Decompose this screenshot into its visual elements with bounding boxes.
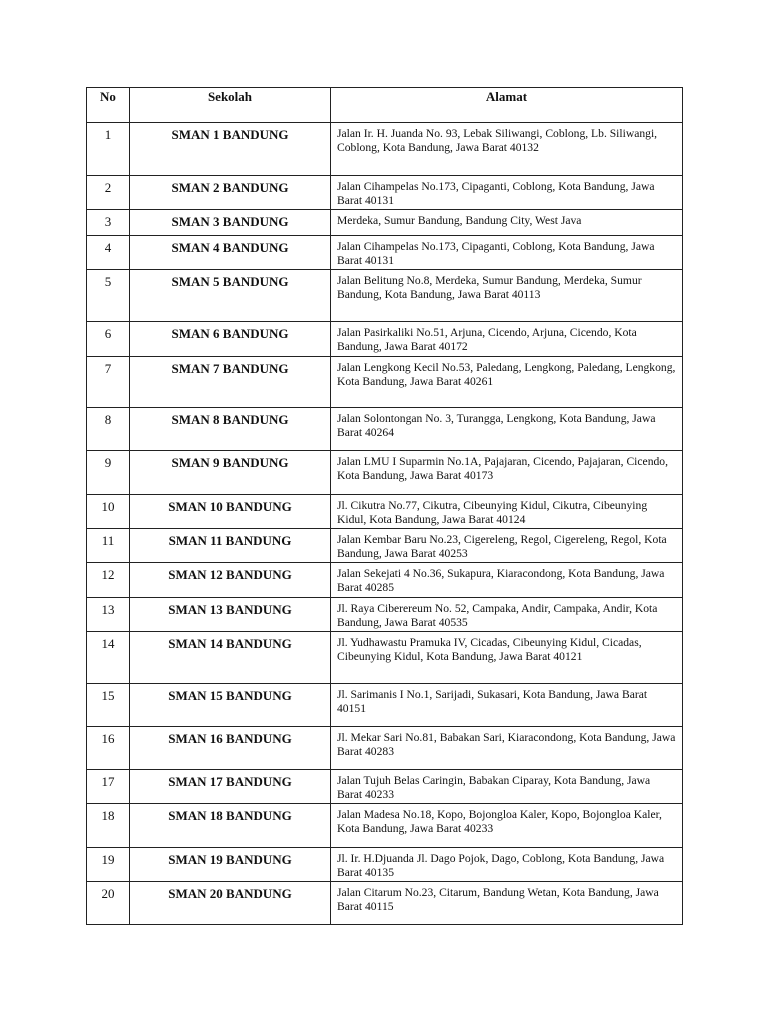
school-name: SMAN 4 BANDUNG <box>130 236 331 270</box>
table-row <box>87 451 683 495</box>
row-number: 5 <box>87 270 130 322</box>
row-number: 17 <box>87 770 130 804</box>
row-number: 15 <box>87 684 130 727</box>
table-row <box>87 236 683 270</box>
school-address: Merdeka, Sumur Bandung, Bandung City, West Java <box>331 210 683 236</box>
header-no: No <box>87 88 130 123</box>
school-name: SMAN 19 BANDUNG <box>130 848 331 882</box>
school-address: Jalan Solontongan No. 3, Turangga, Lengkong, Kota Bandung, Jawa Barat 40264 <box>331 408 683 451</box>
school-name: SMAN 6 BANDUNG <box>130 322 331 357</box>
row-number: 11 <box>87 529 130 563</box>
table-row <box>87 123 683 176</box>
school-address: Jalan Cihampelas No.173, Cipaganti, Coblong, Kota Bandung, Jawa Barat 40131 <box>331 236 683 270</box>
school-address: Jalan Kembar Baru No.23, Cigereleng, Regol, Cigereleng, Regol, Kota Bandung, Jawa Barat 40253 <box>331 529 683 563</box>
table-row <box>87 684 683 727</box>
school-name: SMAN 7 BANDUNG <box>130 357 331 408</box>
school-name: SMAN 5 BANDUNG <box>130 270 331 322</box>
school-address: Jl. Mekar Sari No.81, Babakan Sari, Kiaracondong, Kota Bandung, Jawa Barat 40283 <box>331 727 683 770</box>
school-name: SMAN 10 BANDUNG <box>130 495 331 529</box>
table-row <box>87 270 683 322</box>
row-number: 19 <box>87 848 130 882</box>
row-number: 12 <box>87 563 130 598</box>
header-school: Sekolah <box>130 88 331 123</box>
school-address: Jl. Sarimanis I No.1, Sarijadi, Sukasari, Kota Bandung, Jawa Barat 40151 <box>331 684 683 727</box>
school-address: Jalan Pasirkaliki No.51, Arjuna, Cicendo, Arjuna, Cicendo, Kota Bandung, Jawa Barat 40172 <box>331 322 683 357</box>
table-row <box>87 322 683 357</box>
table-row <box>87 357 683 408</box>
school-name: SMAN 13 BANDUNG <box>130 598 331 632</box>
header-address: Alamat <box>331 88 683 123</box>
table-row <box>87 563 683 598</box>
table-row <box>87 770 683 804</box>
row-number: 2 <box>87 176 130 210</box>
table-row <box>87 210 683 236</box>
table-row <box>87 176 683 210</box>
table-row <box>87 408 683 451</box>
school-address: Jalan Ir. H. Juanda No. 93, Lebak Siliwangi, Coblong, Lb. Siliwangi, Coblong, Kota Bandung, Jawa Barat 40132 <box>331 123 683 176</box>
row-number: 4 <box>87 236 130 270</box>
table-row <box>87 804 683 848</box>
row-number: 20 <box>87 882 130 925</box>
row-number: 7 <box>87 357 130 408</box>
table-row <box>87 529 683 563</box>
table-row <box>87 882 683 925</box>
row-number: 18 <box>87 804 130 848</box>
school-name: SMAN 9 BANDUNG <box>130 451 331 495</box>
school-address: Jalan Madesa No.18, Kopo, Bojongloa Kaler, Kopo, Bojongloa Kaler, Kota Bandung, Jawa Barat 40233 <box>331 804 683 848</box>
school-name: SMAN 17 BANDUNG <box>130 770 331 804</box>
school-address: Jalan Lengkong Kecil No.53, Paledang, Lengkong, Paledang, Lengkong, Kota Bandung, Jawa Barat 40261 <box>331 357 683 408</box>
row-number: 10 <box>87 495 130 529</box>
school-address: Jl. Ir. H.Djuanda Jl. Dago Pojok, Dago, Coblong, Kota Bandung, Jawa Barat 40135 <box>331 848 683 882</box>
row-number: 9 <box>87 451 130 495</box>
row-number: 16 <box>87 727 130 770</box>
row-number: 6 <box>87 322 130 357</box>
school-name: SMAN 1 BANDUNG <box>130 123 331 176</box>
school-address: Jl. Raya Ciberereum No. 52, Campaka, Andir, Campaka, Andir, Kota Bandung, Jawa Barat 40535 <box>331 598 683 632</box>
school-address: Jalan Sekejati 4 No.36, Sukapura, Kiaracondong, Kota Bandung, Jawa Barat 40285 <box>331 563 683 598</box>
row-number: 3 <box>87 210 130 236</box>
school-table <box>86 87 683 925</box>
school-name: SMAN 14 BANDUNG <box>130 632 331 684</box>
school-address: Jalan LMU I Suparmin No.1A, Pajajaran, Cicendo, Pajajaran, Cicendo, Kota Bandung, Jawa Barat 40173 <box>331 451 683 495</box>
school-name: SMAN 8 BANDUNG <box>130 408 331 451</box>
row-number: 8 <box>87 408 130 451</box>
school-name: SMAN 15 BANDUNG <box>130 684 331 727</box>
table-row <box>87 848 683 882</box>
school-name: SMAN 18 BANDUNG <box>130 804 331 848</box>
school-address: Jalan Cihampelas No.173, Cipaganti, Coblong, Kota Bandung, Jawa Barat 40131 <box>331 176 683 210</box>
school-address: Jalan Citarum No.23, Citarum, Bandung Wetan, Kota Bandung, Jawa Barat 40115 <box>331 882 683 925</box>
school-name: SMAN 12 BANDUNG <box>130 563 331 598</box>
row-number: 14 <box>87 632 130 684</box>
row-number: 13 <box>87 598 130 632</box>
table-row <box>87 632 683 684</box>
table-header-row <box>87 88 683 123</box>
school-name: SMAN 2 BANDUNG <box>130 176 331 210</box>
table-row <box>87 495 683 529</box>
school-name: SMAN 20 BANDUNG <box>130 882 331 925</box>
school-name: SMAN 11 BANDUNG <box>130 529 331 563</box>
school-address: Jl. Yudhawastu Pramuka IV, Cicadas, Cibeunying Kidul, Cicadas, Cibeunying Kidul, Kota Bandung, Jawa Barat 40121 <box>331 632 683 684</box>
table-row <box>87 727 683 770</box>
table-row <box>87 598 683 632</box>
school-address: Jl. Cikutra No.77, Cikutra, Cibeunying Kidul, Cikutra, Cibeunying Kidul, Kota Bandung, Jawa Barat 40124 <box>331 495 683 529</box>
school-name: SMAN 3 BANDUNG <box>130 210 331 236</box>
school-address: Jalan Belitung No.8, Merdeka, Sumur Bandung, Merdeka, Sumur Bandung, Kota Bandung, Jawa Barat 40113 <box>331 270 683 322</box>
school-name: SMAN 16 BANDUNG <box>130 727 331 770</box>
row-number: 1 <box>87 123 130 176</box>
school-address: Jalan Tujuh Belas Caringin, Babakan Ciparay, Kota Bandung, Jawa Barat 40233 <box>331 770 683 804</box>
